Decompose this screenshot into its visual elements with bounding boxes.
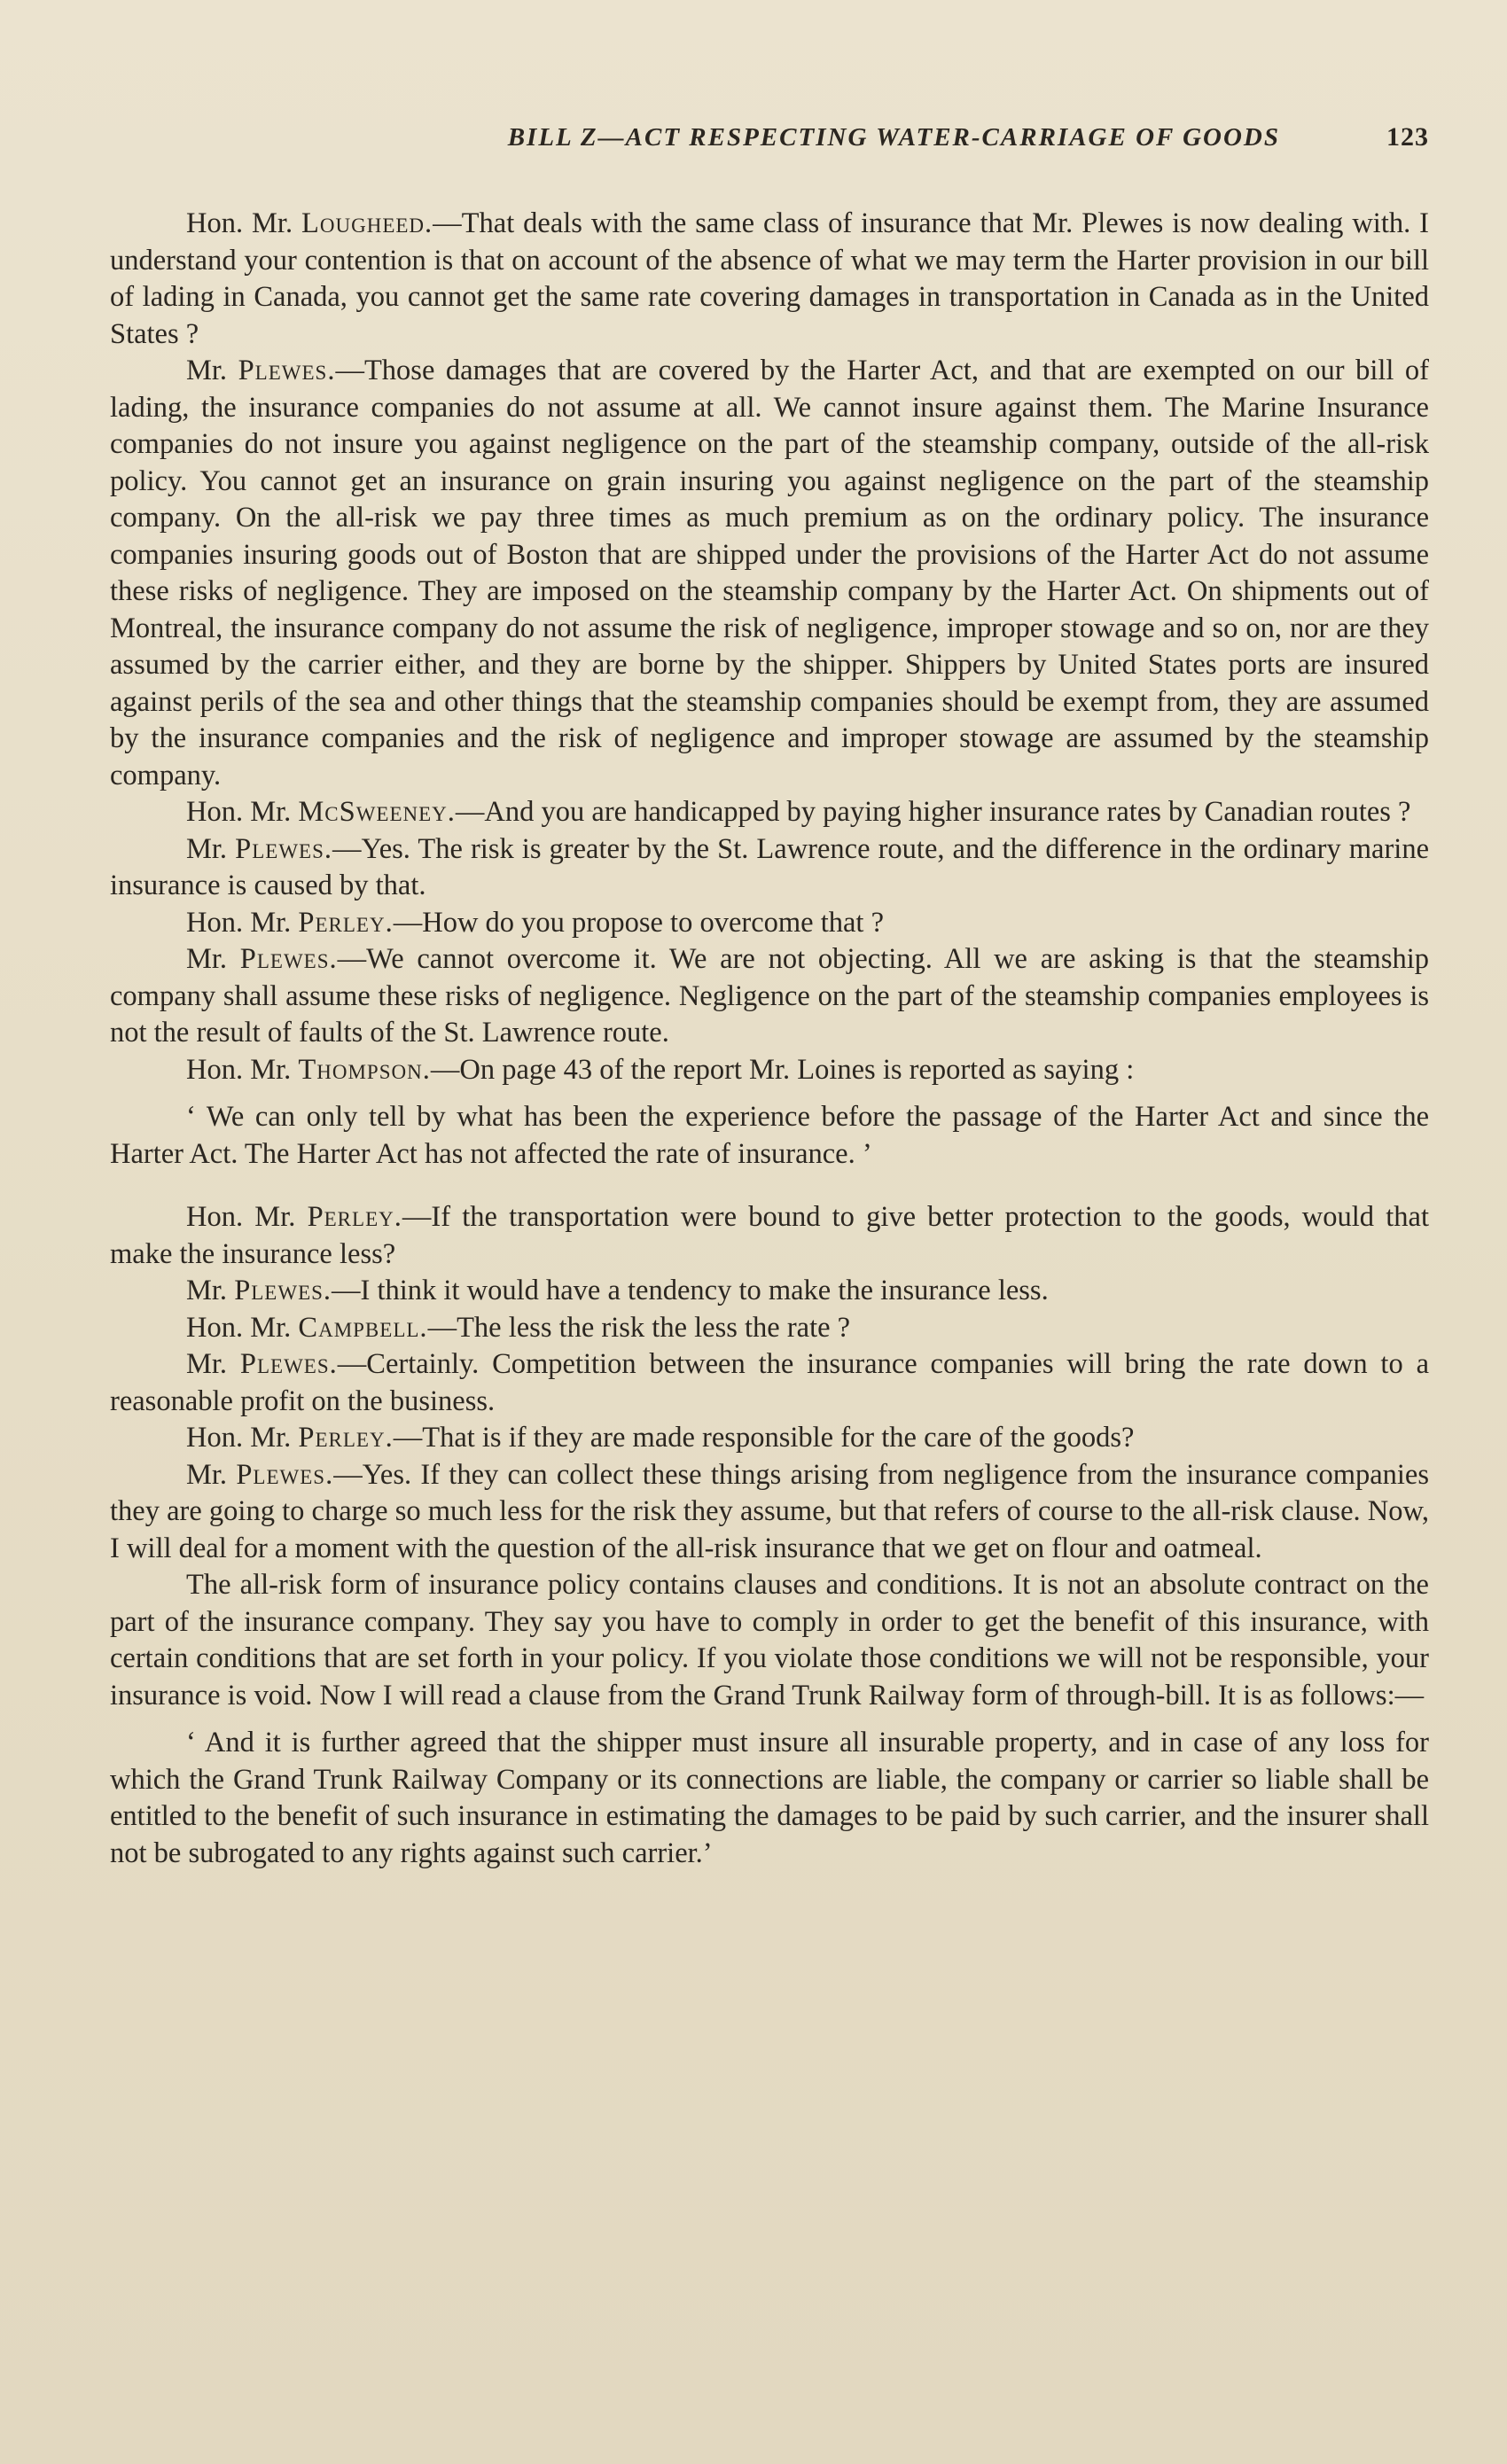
paragraph-text: —Yes. If they can collect these things arising from negligence from the insurance companies they are going to charge so much less for the risk they assume, but that refers of course to the all-risk clause. Now, I will deal for a moment with the question of the all-risk insurance that we get on flour and oatmeal. xyxy=(110,1458,1429,1564)
paragraph-all-risk: The all-risk form of insurance policy contains clauses and conditions. It is not an absolute contract on the part of the insurance company. They say you have to comply in order to get the benefit of this insurance, with certain conditions that are set forth in your policy. If you violate those conditions we will not be responsible, your insurance is void. Now I will read a clause from the Grand Trunk Railway form of through-bill. It is as follows:— xyxy=(110,1569,1429,1712)
speaker-name: Plewes. xyxy=(239,943,338,975)
speaker-name: Thompson. xyxy=(298,1053,431,1086)
page-header xyxy=(110,122,1429,167)
paragraph-text: —And you are handicapped by paying higher insurance rates by Canadian routes ? xyxy=(455,796,1411,828)
paragraph-plewes-3 xyxy=(110,941,1429,1052)
paragraph-mcsweeney-1 xyxy=(110,794,1429,831)
paragraph-text: —Certainly. Competition between the insurance companies will bring the rate down to a reasonable profit on the business. xyxy=(110,1348,1429,1417)
speaker-name: Perley. xyxy=(298,906,394,939)
paragraph-text: —On page 43 of the report Mr. Loines is reported as saying : xyxy=(430,1053,1135,1086)
speaker-name: Perley. xyxy=(298,1422,394,1454)
speaker-name: McSweeney. xyxy=(298,796,456,828)
speaker-title: Mr. xyxy=(186,832,228,865)
speaker-title: Hon. Mr. xyxy=(186,906,292,939)
speaker-name: Plewes. xyxy=(235,832,332,865)
paragraph-perley-3 xyxy=(110,1420,1429,1457)
paragraph-plewes-1 xyxy=(110,353,1429,794)
speaker-name: Plewes. xyxy=(238,355,336,386)
paragraph-campbell-1 xyxy=(110,1310,1429,1347)
paragraph-text: —We cannot overcome it. We are not objecting. All we are asking is that the steamship company shall assume these risks of negligence. Negligence on the part of the steamship companies employees is not the result of faults of the St. Lawrence route. xyxy=(110,943,1430,1049)
page-body xyxy=(110,206,1429,1872)
paragraph-text: —That deals with the same class of insurance that Mr. Plewes is now dealing with. I understand your contention is that on account of the absence of what we may term the Harter provision in our bill of lading in Canada, you cannot get the same rate covering damages in transportation in Canada as in the United States ? xyxy=(110,207,1429,350)
speaker-name: Plewes. xyxy=(234,1275,332,1306)
paragraph-perley-1 xyxy=(110,905,1429,942)
speaker-name: Plewes. xyxy=(239,1348,338,1380)
speaker-title: Mr. xyxy=(186,943,228,975)
speaker-title: Hon. Mr. xyxy=(186,796,292,828)
paragraph-text: —Yes. The risk is greater by the St. Lawrence route, and the difference in the ordinary marine insurance is caused by that. xyxy=(110,832,1430,901)
paragraph-perley-2 xyxy=(110,1199,1429,1273)
speaker-name: Plewes. xyxy=(236,1458,334,1491)
paragraph-text: —Those damages that are covered by the Harter Act, and that are exempted on our bill of lading, the insurance companies do not assume at all. We cannot insure against them. The Marine Insurance companies do not insure you against negligence on the part of the steamship company, outside of the all-risk policy. You cannot get an insurance on grain insuring you against negligence on the part of the steamship company. On the all-risk we pay three times as much premium as on the ordinary policy. The insurance companies insuring goods out of Boston that are shipped under the provisions of the Harter Act do not assume these risks of negligence. They are imposed on the steamship company by the Harter Act. On shipments out of Montreal, the insurance company do not assume the risk of negligence, improper stowage and so on, nor are they assumed by the carrier either, and they are borne by the shipper. Shippers by United States ports are insured against perils of the sea and other things that the steamship companies should be exempt from, they are assumed by the insurance companies and the risk of negligence and improper stowage are assumed by the steamship company. xyxy=(110,355,1430,791)
paragraph-text: —I think it would have a tendency to make the insurance less. xyxy=(332,1275,1049,1306)
paragraph-text: —That is if they are made responsible for the care of the goods? xyxy=(393,1422,1135,1454)
speaker-title: Mr. xyxy=(186,355,228,386)
paragraph-thompson-1 xyxy=(110,1052,1429,1089)
speaker-name: Perley. xyxy=(307,1201,402,1233)
paragraph-plewes-6 xyxy=(110,1457,1429,1568)
speaker-title: Hon. Mr. xyxy=(186,207,293,239)
paragraph-plewes-4 xyxy=(110,1273,1429,1310)
paragraph-text: —How do you propose to overcome that ? xyxy=(393,906,884,939)
speaker-title: Hon. Mr. xyxy=(186,1201,296,1233)
speaker-title: Mr. xyxy=(186,1458,228,1491)
paragraph-plewes-5 xyxy=(110,1346,1429,1420)
speaker-name: Campbell. xyxy=(298,1311,428,1344)
running-head: BILL Z—ACT RESPECTING WATER-CARRIAGE OF GOODS xyxy=(507,123,1280,152)
speaker-title: Mr. xyxy=(186,1275,228,1306)
paragraph-plewes-2 xyxy=(110,831,1429,905)
paragraph-text: —If the transportation were bound to give better protection to the goods, would that make the insurance less? xyxy=(110,1201,1429,1270)
speaker-title: Hon. Mr. xyxy=(186,1422,292,1454)
block-quote-grand-trunk: ‘ And it is further agreed that the shipper must insure all insurable property, and in case of any loss for which the Grand Trunk Railway Company or its connections are liable, the company or carrier so liable shall be entitled to the benefit of such insurance in estimating the damages to be paid by such carrier, and the insurer shall not be subrogated to any rights against such carrier.’ xyxy=(110,1727,1429,1869)
speaker-name: Lougheed. xyxy=(301,207,433,239)
speaker-title: Hon. Mr. xyxy=(186,1311,292,1344)
paragraph-text: —The less the risk the less the rate ? xyxy=(427,1311,851,1344)
block-quote-loines: ‘ We can only tell by what has been the experience before the passage of the Harter Act and since the Harter Act. The Harter Act has not affected the rate of insurance. ’ xyxy=(110,1101,1429,1170)
paragraph-lougheed-1 xyxy=(110,206,1429,353)
speaker-title: Mr. xyxy=(186,1348,228,1380)
page-number: 123 xyxy=(1386,122,1429,152)
speaker-title: Hon. Mr. xyxy=(186,1053,292,1086)
